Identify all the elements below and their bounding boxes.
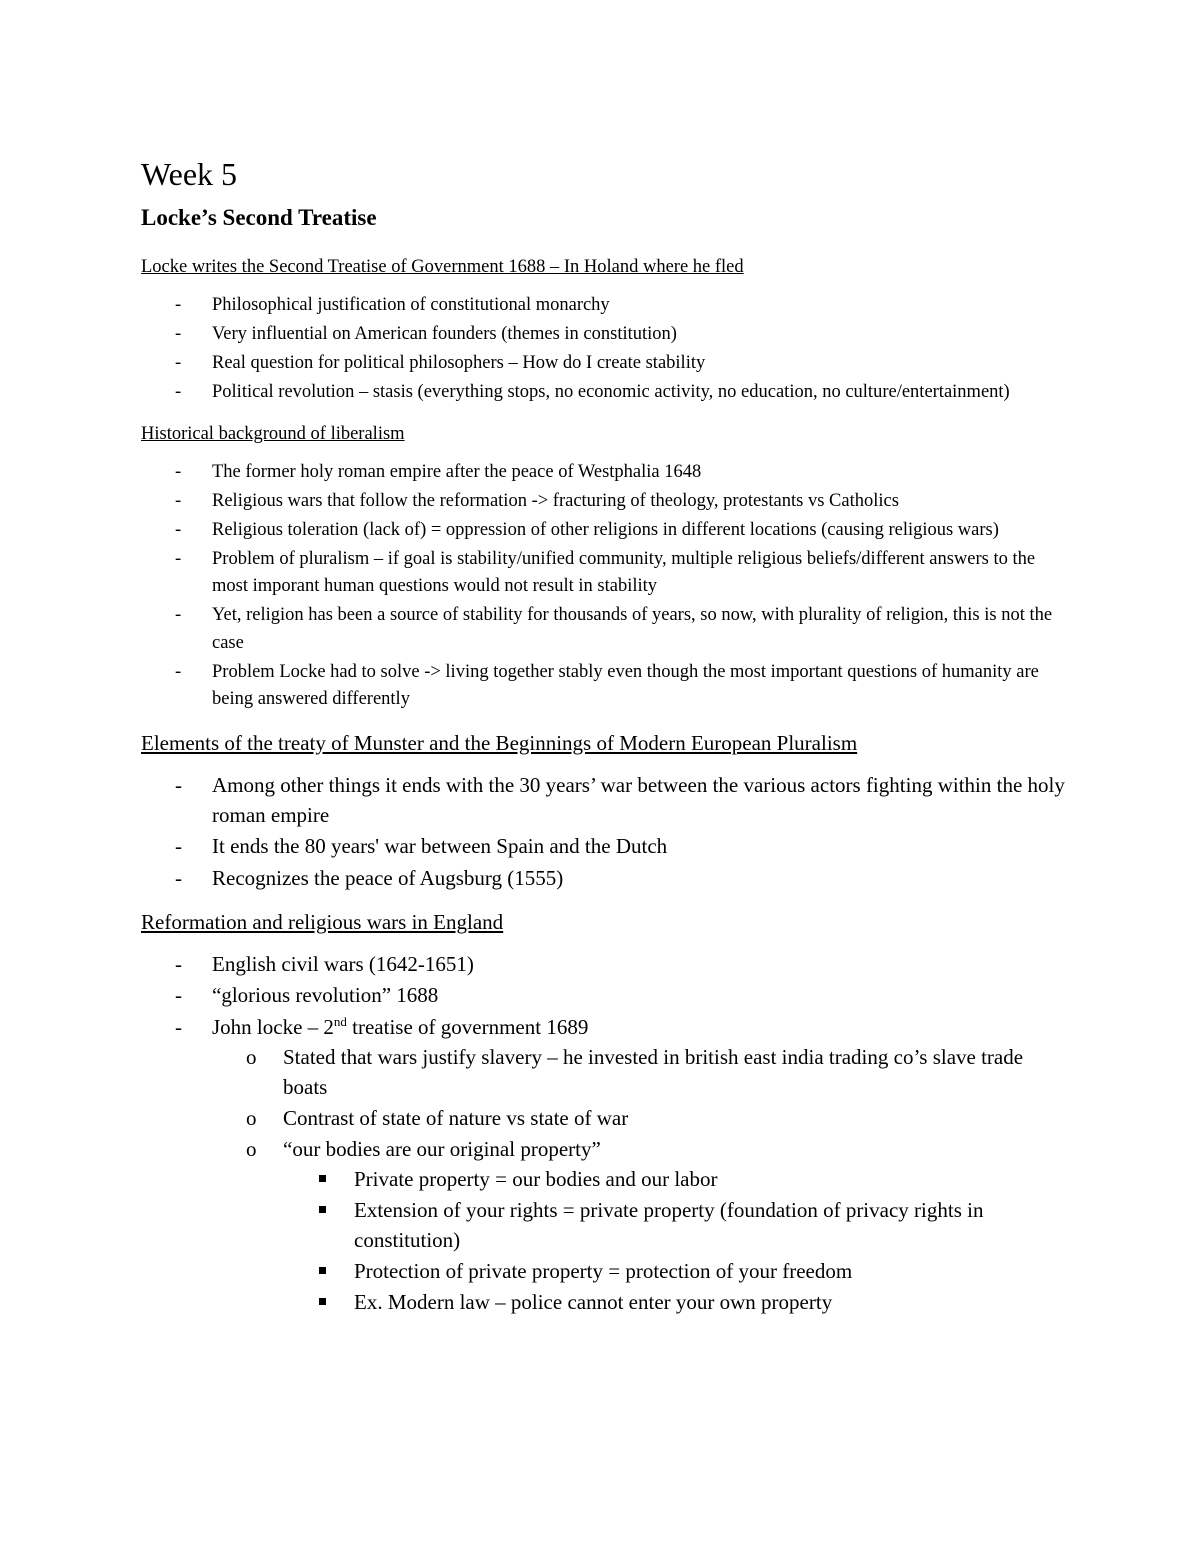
sub-bullet-list xyxy=(212,1042,1071,1317)
list-item: o Stated that wars justify slavery – he invested in british east india trading co’s slave trade boats xyxy=(212,1042,1071,1102)
list-item: Private property = our bodies and our labor xyxy=(283,1164,1071,1194)
list-item: - Political revolution – stasis (everything stops, no economic activity, no education, no culture/entertainment) xyxy=(141,379,1071,407)
list-item-john-locke: - John locke – 2nd treatise of government 1689 o Stated that wars justify slavery – he invested in british east india trading co’s slave trade boats o Contrast of state of nature vs state of war o “our bodies are our original property” Private property = our bodies and our labor Extension of your rights = private property (foundation of privacy rights in constitution) Protection of private property = protection of your freedom Ex. Modern law – police cannot enter your own property xyxy=(141,1012,1071,1317)
dash-bullet-icon: - xyxy=(175,834,182,858)
list-item: - The former holy roman empire after the peace of Westphalia 1648 xyxy=(141,459,1071,487)
list-item: - Religious wars that follow the reformation -> fracturing of theology, protestants vs Catholics xyxy=(141,488,1071,516)
list-item: - Very influential on American founders (themes in constitution) xyxy=(141,321,1071,349)
list-item: - Yet, religion has been a source of stability for thousands of years, so now, with plurality of religion, this is not the case xyxy=(141,602,1071,657)
list-item: Extension of your rights = private property (foundation of privacy rights in constitution) xyxy=(283,1195,1071,1255)
section-treaty-of-munster xyxy=(141,728,1071,893)
list-item: - It ends the 80 years' war between Spain and the Dutch xyxy=(141,831,1071,861)
dash-bullet-icon: - xyxy=(175,865,182,890)
bullet-list xyxy=(141,770,1071,893)
section-historical-background xyxy=(141,421,1071,714)
section-heading: Historical background of liberalism xyxy=(141,423,405,444)
document-subtitle: Locke’s Second Treatise xyxy=(141,205,377,230)
square-bullet-icon xyxy=(319,1175,326,1182)
list-item: o “our bodies are our original property” Private property = our bodies and our labor Extension of your rights = private property (foundation of privacy rights in constitution) Protection of private property = protection of your freedom Ex. Modern law – police cannot enter your own property xyxy=(212,1134,1071,1317)
dash-bullet-icon: - xyxy=(175,772,182,797)
bullet-list xyxy=(141,292,1071,407)
dash-bullet-icon: - xyxy=(175,353,182,373)
dash-bullet-icon: - xyxy=(175,951,182,976)
square-bullet-icon xyxy=(319,1267,326,1274)
dash-bullet-icon: - xyxy=(175,519,182,540)
section-heading: Locke writes the Second Treatise of Government 1688 – In Holand where he fled xyxy=(141,257,744,277)
list-item: - Among other things it ends with the 30 years’ war between the various actors fighting within the holy roman empire xyxy=(141,770,1071,830)
bullet-list xyxy=(141,459,1071,714)
list-item: - Problem Locke had to solve -> living together stably even though the most important questions of humanity are being answered differently xyxy=(141,659,1071,714)
dash-bullet-icon: - xyxy=(175,324,182,344)
document-page xyxy=(141,152,1071,1331)
dash-bullet-icon: - xyxy=(175,1014,182,1039)
dash-bullet-icon: - xyxy=(175,983,182,1007)
superscript-ordinal: nd xyxy=(333,1013,347,1029)
dash-bullet-icon: - xyxy=(175,382,182,402)
bullet-list xyxy=(141,949,1071,1317)
section-heading: Reformation and religious wars in England xyxy=(141,909,504,934)
dash-bullet-icon: - xyxy=(175,295,182,315)
list-item: - Religious toleration (lack of) = oppression of other religions in different locations (causing religious wars) xyxy=(141,517,1071,545)
circle-bullet-icon: o xyxy=(246,1044,257,1069)
square-bullet-icon xyxy=(319,1206,326,1213)
dash-bullet-icon: - xyxy=(175,661,182,682)
section-heading: Elements of the treaty of Munster and the Beginnings of Modern European Pluralism xyxy=(141,730,858,755)
list-item: - “glorious revolution” 1688 xyxy=(141,980,1071,1010)
list-item: - Real question for political philosophers – How do I create stability xyxy=(141,350,1071,378)
list-item: - Philosophical justification of constitutional monarchy xyxy=(141,292,1071,320)
list-item: Protection of private property = protection of your freedom xyxy=(283,1256,1071,1286)
dash-bullet-icon: - xyxy=(175,548,182,569)
page-title: Week 5 xyxy=(141,156,238,192)
square-bullet-icon xyxy=(319,1298,326,1305)
section-locke-writes xyxy=(141,254,1071,407)
circle-bullet-icon: o xyxy=(246,1136,257,1161)
list-item: - Recognizes the peace of Augsburg (1555) xyxy=(141,863,1071,893)
sub-sub-bullet-list xyxy=(283,1164,1071,1317)
dash-bullet-icon: - xyxy=(175,461,182,482)
dash-bullet-icon: - xyxy=(175,490,182,511)
dash-bullet-icon: - xyxy=(175,605,182,625)
circle-bullet-icon: o xyxy=(246,1105,257,1130)
section-reformation-england xyxy=(141,907,1071,1317)
list-item: - Problem of pluralism – if goal is stability/unified community, multiple religious beliefs/different answers to the most imporant human questions would not result in stability xyxy=(141,546,1071,601)
list-item: o Contrast of state of nature vs state of war xyxy=(212,1103,1071,1133)
list-item: Ex. Modern law – police cannot enter your own property xyxy=(283,1287,1071,1317)
list-item: - English civil wars (1642-1651) xyxy=(141,949,1071,979)
